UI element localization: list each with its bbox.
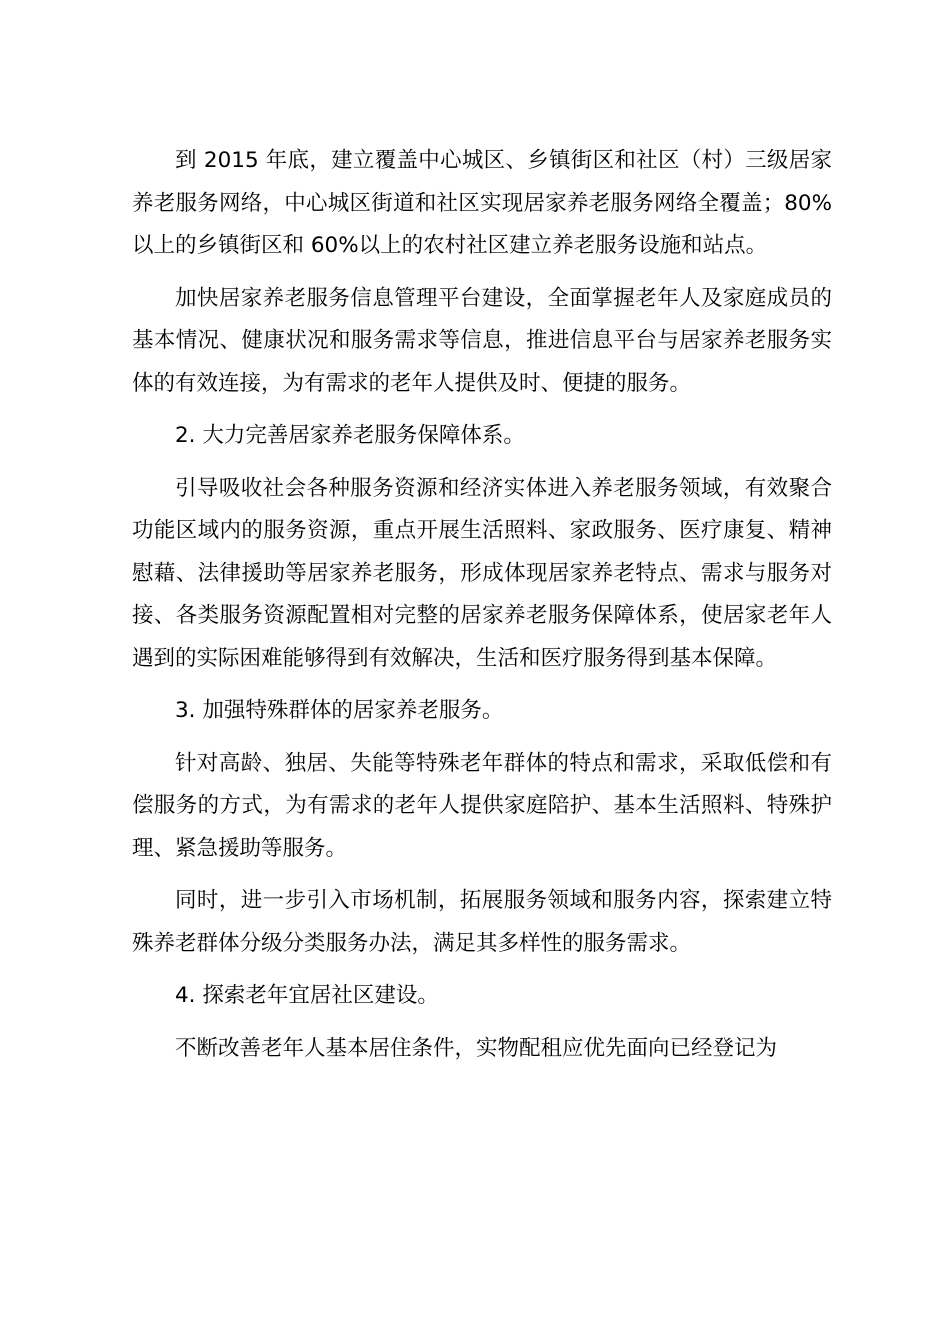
section-heading-3: 3. 加强特殊群体的居家养老服务。 [175, 698, 504, 723]
paragraph-service-system: 引导吸收社会各种服务资源和经济实体进入养老服务领域，有效聚合功能区域内的服务资源，重点开展生活照料、家政服务、医疗康复、精神慰藉、法律援助等居家养老服务，形成体现居家养老特点、需求与服务对接、各类服务资源配置相对完整的居家养老服务保障体系，使居家老年人遇到的实际困难能够得到有效解决，生活和医疗服务得到基本保障。 [132, 475, 832, 671]
paragraph-special-groups: 针对高龄、独居、失能等特殊老年群体的特点和需求，采取低偿和有偿服务的方式，为有需求的老年人提供家庭陪护、基本生活照料、特殊护理、紧急援助等服务。 [132, 750, 832, 861]
paragraph-network-coverage: 到 2015 年底，建立覆盖中心城区、乡镇街区和社区（村）三级居家养老服务网络，中心城区街道和社区实现居家养老服务网络全覆盖；80%以上的乡镇街区和 60%以上的农村社区建立养老服务设施和站点。 [132, 148, 832, 258]
section-heading-4: 4. 探索老年宜居社区建设。 [175, 983, 439, 1008]
paragraph-living-conditions: 不断改善老年人基本居住条件，实物配租应优先面向已经登记为 [175, 1035, 778, 1061]
paragraph-market-mechanism: 同时，进一步引入市场机制，拓展服务领域和服务内容，探索建立特殊养老群体分级分类服务办法，满足其多样性的服务需求。 [132, 888, 832, 956]
paragraph-info-platform: 加快居家养老服务信息管理平台建设，全面掌握老年人及家庭成员的基本情况、健康状况和服务需求等信息，推进信息平台与居家养老服务实体的有效连接，为有需求的老年人提供及时、便捷的服务。 [132, 285, 832, 396]
section-heading-2: 2. 大力完善居家养老服务保障体系。 [175, 423, 525, 448]
document-page [132, 140, 832, 1080]
